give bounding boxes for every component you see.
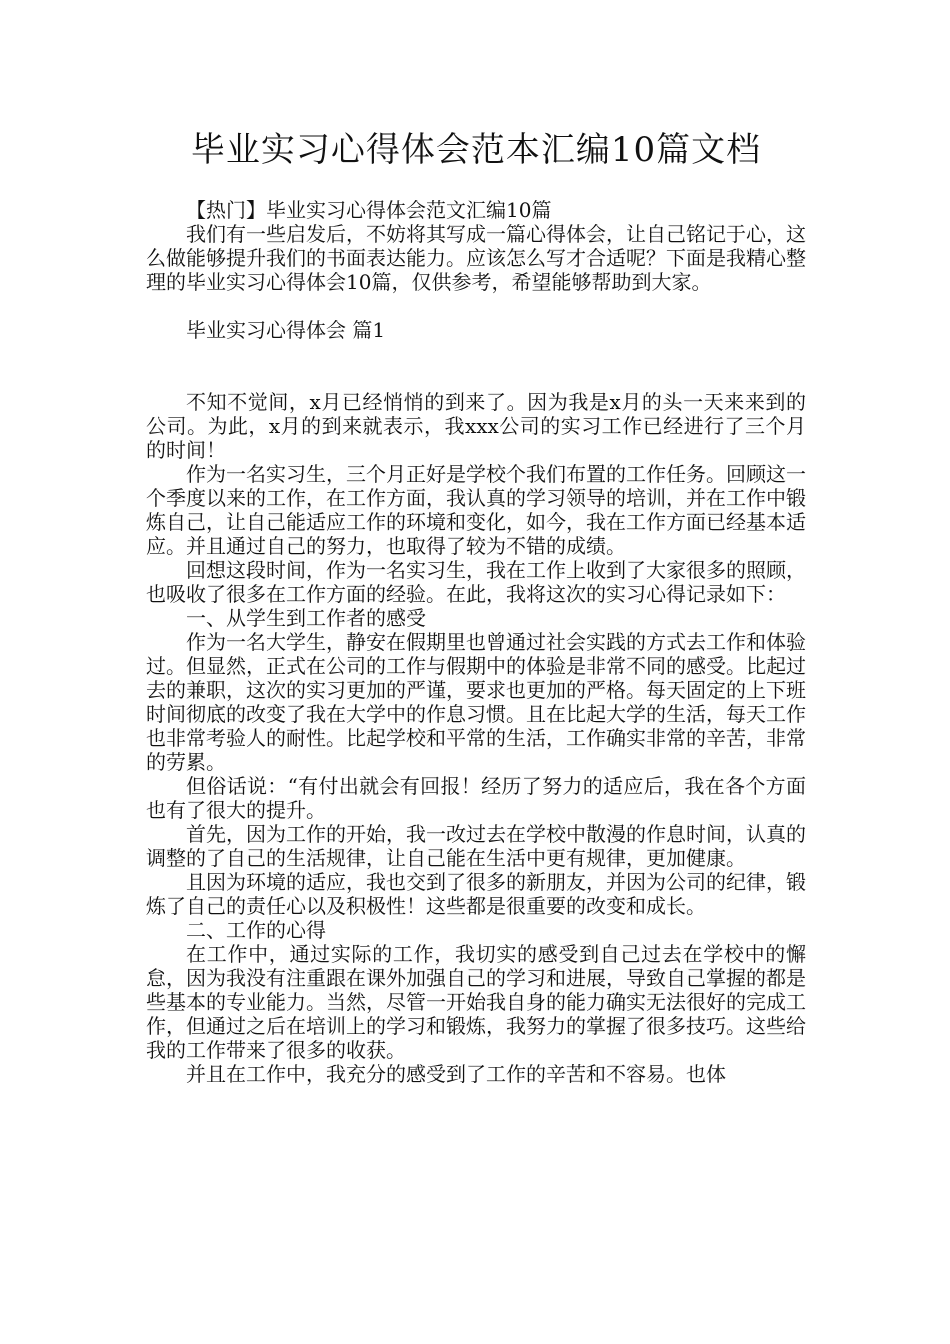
body-paragraph: 不知不觉间，x月已经悄悄的到来了。因为我是x月的头一天来来到的公司。为此，x月的到来就表示，我xxx公司的实习工作已经进行了三个月的时间！ bbox=[146, 390, 806, 462]
spacer bbox=[146, 366, 806, 390]
spacer bbox=[146, 342, 806, 366]
body-paragraph: 且因为环境的适应，我也交到了很多的新朋友，并因为公司的纪律，锻炼了自己的责任心以及积极性！这些都是很重要的改变和成长。 bbox=[146, 870, 806, 918]
subheading: 一、从学生到工作者的感受 bbox=[186, 606, 426, 630]
body-paragraph: 回想这段时间，作为一名实习生，我在工作上收到了大家很多的照顾，也吸收了很多在工作方面的经验。在此，我将这次的实习心得记录如下： bbox=[146, 558, 806, 606]
body-paragraph: 首先，因为工作的开始，我一改过去在学校中散漫的作息时间，认真的调整的了自己的生活规律，让自己能在生活中更有规律，更加健康。 bbox=[146, 822, 806, 870]
body-paragraph: 作为一名实习生，三个月正好是学校个我们布置的工作任务。回顾这一个季度以来的工作，在工作方面，我认真的学习领导的培训，并在工作中锻炼自己，让自己能适应工作的环境和变化，如今，我在工作方面已经基本适应。并且通过自己的努力，也取得了较为不错的成绩。 bbox=[146, 462, 806, 558]
body-paragraph: 但俗话说：“有付出就会有回报！经历了努力的适应后，我在各个方面也有了很大的提升。 bbox=[146, 774, 806, 822]
section-heading: 毕业实习心得体会 篇1 bbox=[186, 318, 386, 342]
document-title: 毕业实习心得体会范本汇编10篇文档 bbox=[190, 130, 762, 170]
body-paragraph: 在工作中，通过实际的工作，我切实的感受到自己过去在学校中的懈怠，因为我没有注重跟在课外加强自己的学习和进展，导致自己掌握的都是些基本的专业能力。当然，尽管一开始我自身的能力确实无法很好的完成工作，但通过之后在培训上的学习和锻炼，我努力的掌握了很多技巧。这些给我的工作带来了很多的收获。 bbox=[146, 942, 806, 1062]
spacer bbox=[146, 294, 806, 318]
subheading: 二、工作的心得 bbox=[186, 918, 326, 942]
intro-paragraph: 【热门】毕业实习心得体会范文汇编10篇 bbox=[186, 198, 552, 222]
document-body bbox=[146, 198, 806, 1086]
body-paragraph: 并且在工作中，我充分的感受到了工作的辛苦和不容易。也体 bbox=[186, 1062, 726, 1086]
intro-paragraph: 我们有一些启发后，不妨将其写成一篇心得体会，让自己铭记于心，这么做能够提升我们的书面表达能力。应该怎么写才合适呢？下面是我精心整理的毕业实习心得体会10篇，仅供参考，希望能够帮助到大家。 bbox=[146, 222, 806, 294]
body-paragraph: 作为一名大学生，静安在假期里也曾通过社会实践的方式去工作和体验过。但显然，正式在公司的工作与假期中的体验是非常不同的感受。比起过去的兼职，这次的实习更加的严谨，要求也更加的严格。每天固定的上下班时间彻底的改变了我在大学中的作息习惯。且在比起大学的生活，每天工作也非常考验人的耐性。比起学校和平常的生活，工作确实非常的辛苦，非常的劳累。 bbox=[146, 630, 806, 774]
